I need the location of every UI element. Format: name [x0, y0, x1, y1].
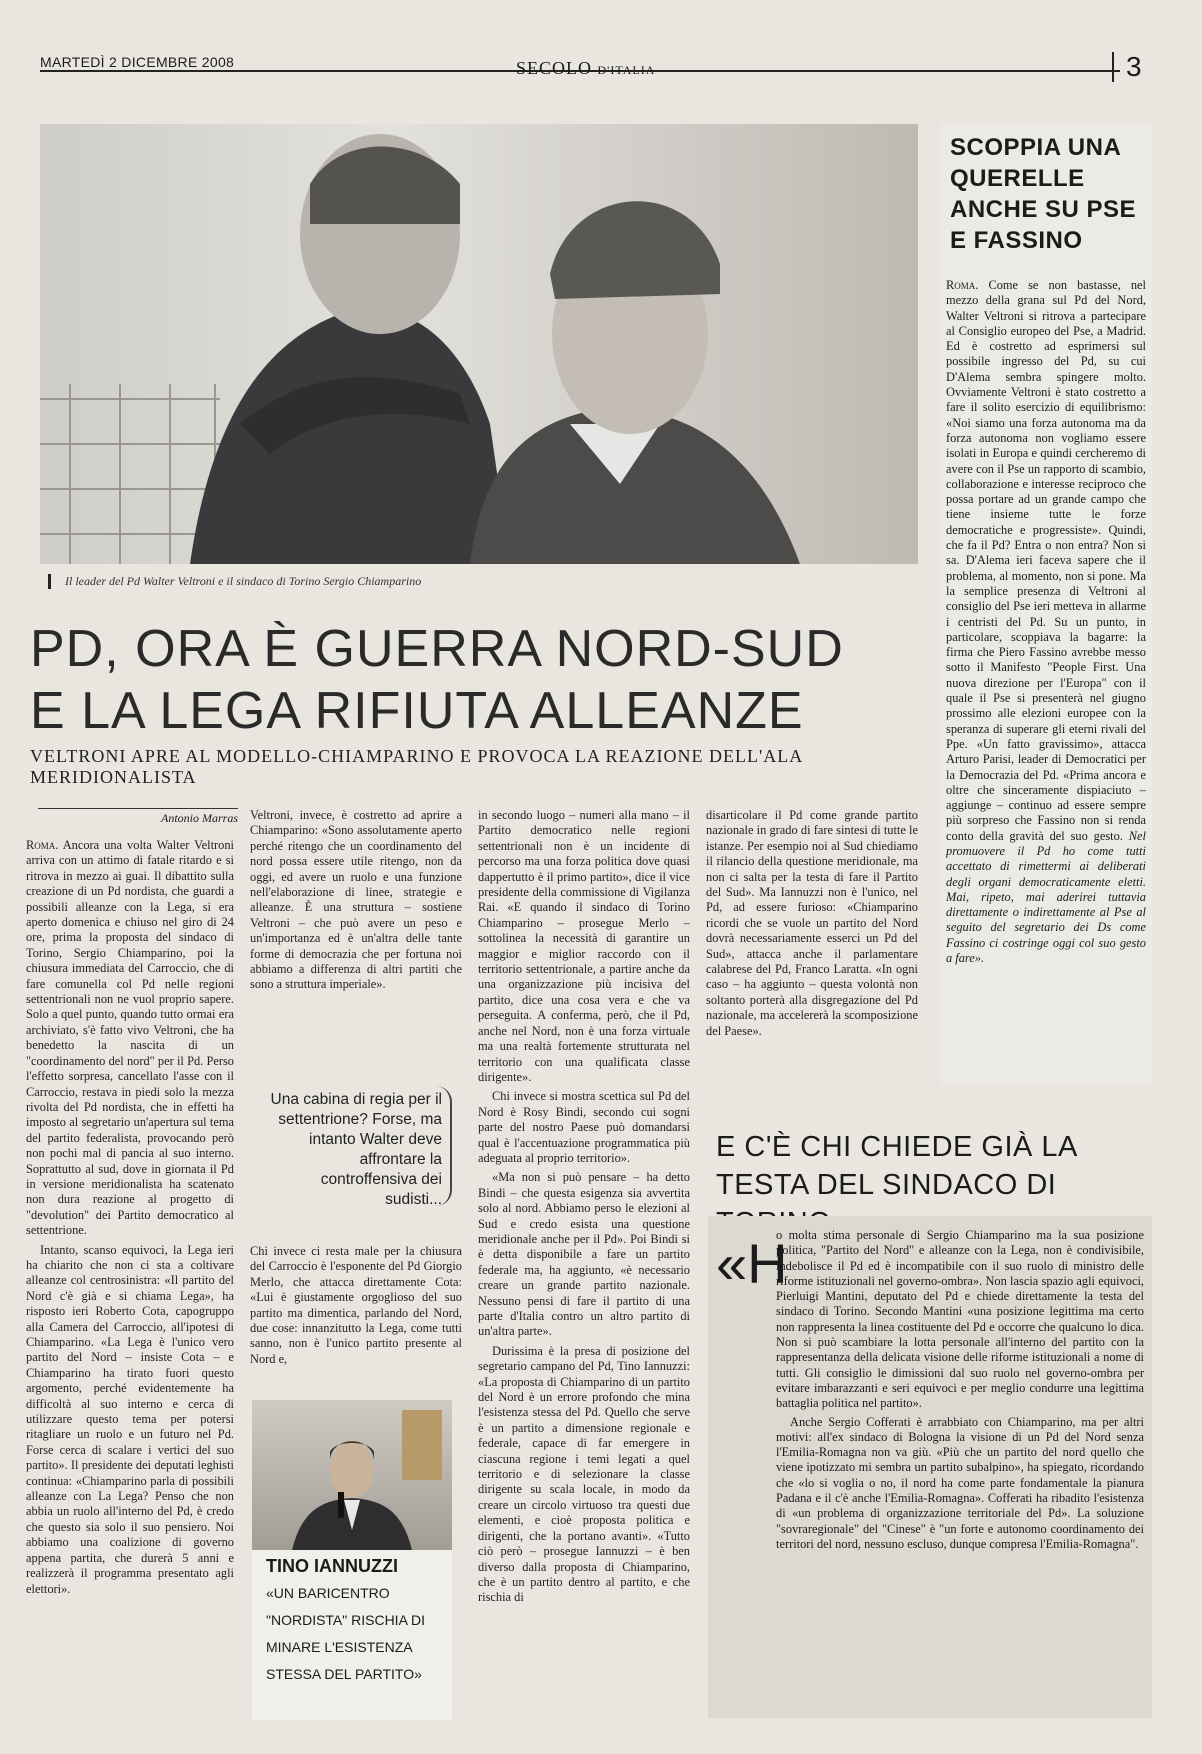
paragraph: disarticolare il Pd come grande partito nazionale in grado di fare sintesi di tutte le istanze. Per esempio noi al Sud chiediamo il rilancio della questione meridionale, ma non ci salta per la testa di fare il Partito del Sud». Ma Iannuzzi non è l'unico, nel Pd, ad essere furioso: «Chiamparino ricordi che se vuole un partito del Nord dovrà necessariamente esserci un Pd del Sud», attacca anche il parlamentare calabrese del Pd, Franco Laratta. «In ogni caso – ha aggiunto – questa volontà non soltanto porterà alla disgregazione del Pd nazionale, ma accelererà la scomposizione del Paese».	[706, 808, 918, 1038]
paragraph: in secondo luogo – numeri alla mano – il Partito democratico nelle regioni settentrionali non è un incidente di percorso ma una forza politica dove quasi dappertutto è il primo partito», dice il vice presidente della commissione di Vigilanza Rai. «E quando il sindaco di Torino Chiamparino – prosegue Merlo – sottolinea la necessità di garantire un maggior e miglior raccordo con il territorio settentrionale, a partire anche da una organizzazione più incisiva del partito, dice una cosa vera e che va perseguita. A conferma, però, che il Pd, anche nel Nord, non è una forza virtuale ma una realtà fortemente strutturata nel territorio con una qualificata classe dirigente».	[478, 808, 690, 1084]
interview-name: TINO IANNUZZI	[266, 1556, 398, 1576]
issue-date: MARTEDÌ 2 DICEMBRE 2008	[40, 54, 235, 70]
drop-cap: «H	[716, 1232, 788, 1295]
pull-quote-brace	[436, 1086, 452, 1206]
headline-line-1: PD, ORA È GUERRA NORD-SUD	[30, 620, 844, 678]
sidebar-body: Come se non bastasse, nel mezzo della grana sul Pd del Nord, Walter Veltroni si ritrova a partecipare al Consiglio europeo del Pse, a Madrid. Ed è costretto ad esprimersi sul possibile ingresso del Pd, su cui D'Alema sembra spingere molto. Ovviamente Veltroni è stato costretto a fare il solito esercizio di equilibrismo: «Noi siamo una forza autonoma ma da forza autonoma non vogliamo essere isolati in Europa e quindi cercheremo di avere con il Pse un rapporto di scambio, collaborazione e interesse reciproco che possa portare ad un grande campo che tiene insieme tutte le forze democratiche e progressiste». Quindi, che fa il Pd? Entra o non entra? Non si sa. D'Alema ieri faceva sapere che il problema, al momento, non si pone. Ma la semplice presenza di Veltroni al consiglio del Pse ieri metteva in allarme i centristi del Pd. Su un punto, in particolare, scoppiava la bagarre: la firma che Piero Fassino avrebbe messo sotto il Manifesto "People First. Una nuova direzione per l'Europa" con il quale il Pse si presenterà nel giugno prossimo alle elezioni europee con la speranza di superare gli eterni rivali del Ppe. «Un fatto gravissimo», attacca Arturo Parisi, leader di Democratici per la Democrazia del Pd. «Prima ancora e oltre che sinceramente dispiaciuto – aggiunge – continuo ad essere sempre più sorpreso che Fassino non si renda conto della gravità del suo gesto.	[946, 278, 1146, 843]
paragraph	[26, 838, 234, 1239]
second-story-title: E C'È CHI CHIEDE GIÀ LA TESTA DEL SINDACO DI	[716, 1131, 1077, 1201]
headline-line-2: E LA LEGA RIFIUTA ALLEANZE	[30, 682, 804, 740]
newspaper-suffix: D'ITALIA	[597, 63, 656, 77]
newspaper-title	[516, 58, 655, 79]
photo-caption: Il leader del Pd Walter Veltroni e il sindaco di Torino Sergio Chiamparino	[48, 574, 421, 589]
interview-quote: «UN BARICENTRO "NORDISTA" RISCHIA DI MINARE L'ESISTENZA STESSA DEL PARTITO»	[266, 1585, 426, 1682]
paragraph: Durissima è la presa di posizione del segretario campano del Pd, Tino Iannuzzi: «La proposta di Chiamparino di un partito del Nord è un errore profondo che mina l'esistenza stessa del Pd. Quello che serve è un partito a dimensione regionale e federale, capace di far emergere in ciascuna regione i temi legati a quel territorio e di selezionare la classe dirigente su scala locale, in modo da creare un circolo virtuoso tra questi due elementi, e cioè proposta politica e dirigenti, che la portano avanti». «Tutto ciò però – prosegue Iannuzzi – è ben diverso dalla proposta di Chiamparino, che è un partito dentro al partito, e che rischia di	[478, 1343, 690, 1605]
article-column-2	[250, 808, 462, 1088]
article-column-4	[706, 808, 918, 1098]
article-column-3	[478, 808, 690, 1718]
paragraph: Anche Sergio Cofferati è arrabbiato con Chiamparino, ma per altri motivi: all'ex sindaco di Bologna la visione di un Pd del Nord senza l'Emilia-Romagna non va giù. «Più che un partito del nord quello che viene ipotizzato mi sembra un partito subalpino», ha spiegato, ricordando che «lo si voglia o no, il nord ha come parte fondamentale la pianura Padana e il c'è anche l'Emilia-Romagna». Cofferati ha ribadito l'esistenza di «un problema di organizzazione territoriale del Pd». La soluzione "sovraregionale" del "Cinese" è "un forte e autonomo coordinamento dei territori del nord, nessuno escluso, dunque compresa l'Emilia-Romagna".	[776, 1414, 1144, 1551]
second-story-text	[776, 1228, 1144, 1714]
paragraph: o molta stima personale di Sergio Chiamparino ma la sua posizione politica, "Partito del Nord" e alleanze con la Lega, non è condivisibile, indebolisce il Pd ed è incompatibile con il suo ruolo di ministro delle riforme istituzionali nel governo-ombra». Non lascia spazio agli equivoci, Pierluigi Mantini, deputato del Pd e chiede direttamente la testa del sindaco di Torino. Secondo Mantini «una posizione legittima ma certo non rappresenta la linea costituente del Pd e occorre che qualcuno lo dica. Non si può scambiare la lotta personale all'interno del partito con la rappresentanza della delicata visione delle riforme istituzionali a nome di tutti. Gli consiglio le dimissioni dal suo ruolo nel governo-ombra per evitare imbarazzanti e seri equivoci e per meglio condurre una legittima battaglia politica nel partito».	[776, 1228, 1144, 1411]
paragraph: Chi invece si mostra scettica sul Pd del Nord è Rosy Bindi, secondo cui sogni parte del nostro Paese può domandarsi qual è l'accentuazione programmatica più adeguata al proprio territorio».	[478, 1089, 690, 1165]
paragraph: «Ma non si può pensare – ha detto Bindi – che questa esigenza sia avvertita solo al nord. Abbiamo perso le elezioni al Sud e credo esista una questione meridionale anche per il Pd». Poi Bindi si è detta disponibile a fare un partito federale ma, ha aggiunto, «è necessario creare un grande partito nazionale. Nessuno pensi di fare il partito di una parte d'Italia contro un altro partito di un'altra parte».	[478, 1170, 690, 1339]
article-column-1	[26, 838, 234, 1718]
sidebar-text	[946, 278, 1146, 1078]
page-number: 3	[1112, 52, 1142, 82]
headline	[30, 618, 910, 742]
dateline: Roma.	[26, 838, 59, 852]
dateline: Roma.	[946, 278, 979, 292]
newspaper-name: SECOLO	[516, 58, 593, 78]
iannuzzi-photo	[252, 1400, 452, 1550]
sidebar-emphasis: Nel promuovere il Pd ho come tutti accettato di rimettermi ai deliberati degli organi democraticamente eletti. Mai, ripeto, mai aderirei tuttavia direttamente o indirettamente al Pse al seguito del segretario dei Ds come Fassino ci costringe oggi col suo gesto a fare».	[946, 828, 1146, 966]
paragraph: Intanto, scanso equivoci, la Lega ieri ha chiarito che non ci sta a coltivare alleanze col centrosinistra: «Il partito del Nord c'è già e si chiama Lega», ha risposto ieri Roberto Cota, capogruppo alla Camera del Carroccio, all'ipotesi di Chiamparino. «La Lega è l'unico vero partito del Nord – insiste Cota – e Chiamparino ha tirato fuori questo argomento, perché evidentemente ha difficoltà al suo interno e cerca di utilizzare questo tema per potersi ritagliare un ruolo e un futuro nel Pd. Forse cerca di scalare i vertici del suo partito». Il presidente dei deputati leghisti continua: «Chiamparino parla di possibili alleanze con La Lega? Penso che non abbia un ruolo all'interno del Pd, è credo che questo sia solo il suo pensiero. Noi abbiamo una coalizione di governo appena partita, che durerà 5 anni e realizzerà il programma presentato agli elettori».	[26, 1242, 234, 1596]
pull-quote: Una cabina di regia per il settentrione? Forse, ma intanto Walter deve affrontare la controffensiva dei sudisti...	[270, 1091, 442, 1208]
sidebar-title: SCOPPIA UNA QUERELLE ANCHE SU PSE E FASSINO	[950, 134, 1137, 254]
paragraph: Veltroni, invece, è costretto ad aprire a Chiamparino: «Sono assolutamente aperto perché ritengo che un coordinamento del nord possa essere utile ritengo, non da oggi, ed avere un ruolo e una funzione nell'elaborazione di linee, strategie e alleanze. È una struttura – sostiene Veltroni – che può avere un peso e un'importanza ed è un'altra delle tante forme di democrazia che per fortuna noi abbiamo a differenza di altri partiti che sono a struttura imperiale».	[250, 808, 462, 992]
article-column-2-continued	[250, 1244, 462, 1380]
paragraph: Chi invece ci resta male per la chiusura del Carroccio è l'esponente del Pd Giorgio Merlo, che attacca direttamente Cota: «Lui è giustamente orgoglioso del suo partito ma dimentica, parlando del Nord, due cose: innanzitutto la Lega, come tutti sanno, non è l'unico partito presente al Nord e,	[250, 1244, 462, 1366]
lead-photo	[40, 124, 918, 564]
subheadline: VELTRONI APRE AL MODELLO-CHIAMPARINO E PROVOCA LA REAZIONE DELL'ALA MERIDIONALISTA	[30, 746, 803, 787]
paragraph-text: Ancora una volta Walter Veltroni arriva con un attimo di fatale ritardo e si ritrova in mezzo ai guai. Il dibattito sulla creazione di un Pd nordista, che guardi a possibili alleanze con la Lega, si era aperto domenica e chiuso nel giro di 24 ore, prima la proposta del sindaco di Torino, Sergio Chiamparino, poi la chiusura immediata del Carroccio, che di fare comunella col Pd nelle regioni settentrionali non ne vuol proprio sapere. Solo a quel punto, quando tutto ormai era archiviato, s'è fatto vivo Veltroni, che ha benedetto la nascita di un "coordinamento del nord" per il Pd. Perso l'effetto sorpresa, cancellato l'asse con il Carroccio, restava in piedi solo la mezza rivolta del Pd nordista, che in effetti ha imposto al segretario un'apertura sul tema del partito federalista, provocando però non pochi mal di pancia al suo interno. Soprattutto al sud, dove in giornata il Pd in versione meridionalista ha scatenato non dura reazione al progetto di "devolution" dei Partito democratico al settentrione.	[26, 838, 234, 1238]
byline: Antonio Marras	[38, 808, 238, 826]
